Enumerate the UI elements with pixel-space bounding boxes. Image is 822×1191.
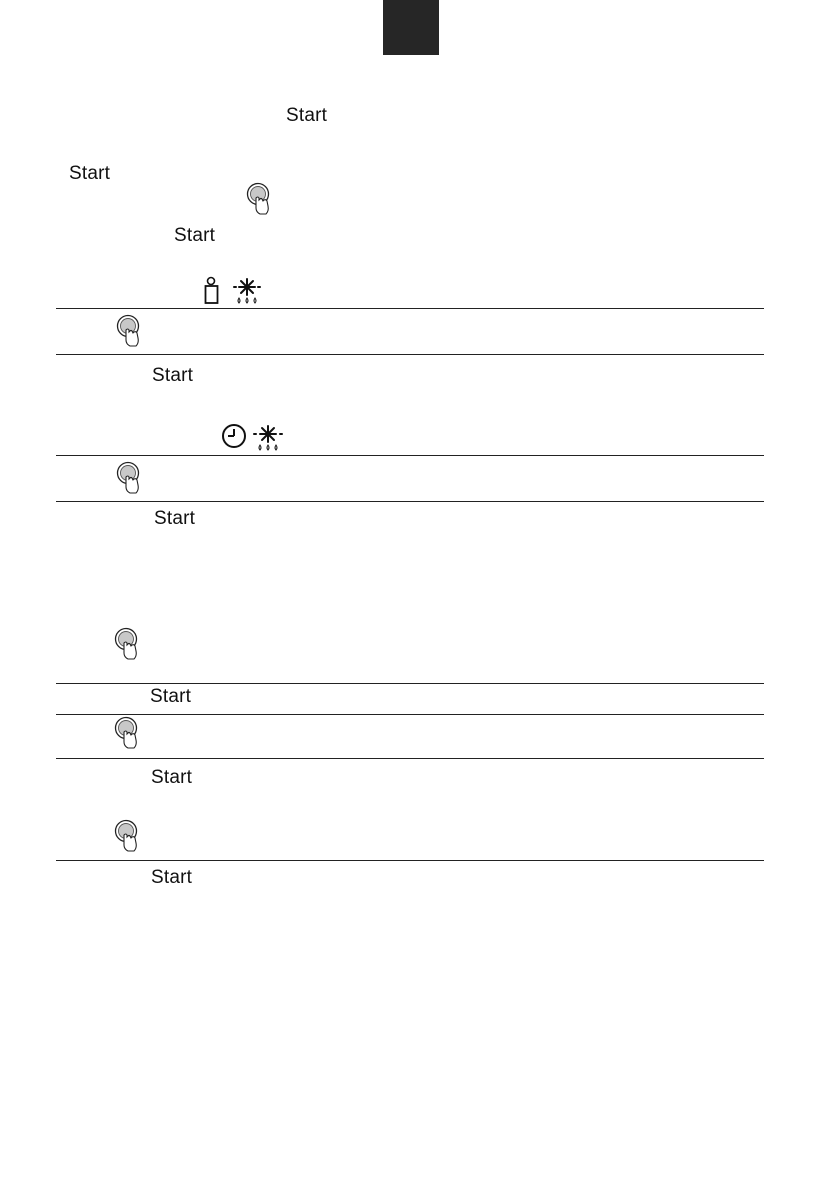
dial-knob-icon — [116, 315, 142, 349]
dial-knob-icon — [114, 717, 140, 751]
start-label: Start — [150, 686, 192, 707]
dial-knob-icon — [114, 820, 140, 854]
divider — [56, 860, 764, 861]
start-label: Start — [151, 767, 193, 788]
dial-knob-icon — [114, 628, 140, 662]
clock-icon — [222, 423, 248, 449]
start-label: Start — [286, 105, 328, 126]
start-label: Start — [151, 867, 193, 888]
dial-knob-icon — [246, 183, 272, 217]
divider — [56, 354, 764, 355]
start-label: Start — [174, 225, 216, 246]
page-tab — [383, 0, 439, 55]
dial-knob-icon — [116, 462, 142, 496]
divider — [56, 683, 764, 684]
divider — [56, 308, 764, 309]
start-label: Start — [152, 365, 194, 386]
start-label: Start — [154, 508, 196, 529]
divider — [56, 455, 764, 456]
divider — [56, 501, 764, 502]
divider — [56, 758, 764, 759]
weight-defrost-icon — [203, 276, 265, 306]
start-label: Start — [69, 163, 111, 184]
snowflake-defrost-icon — [250, 424, 286, 454]
divider — [56, 714, 764, 715]
